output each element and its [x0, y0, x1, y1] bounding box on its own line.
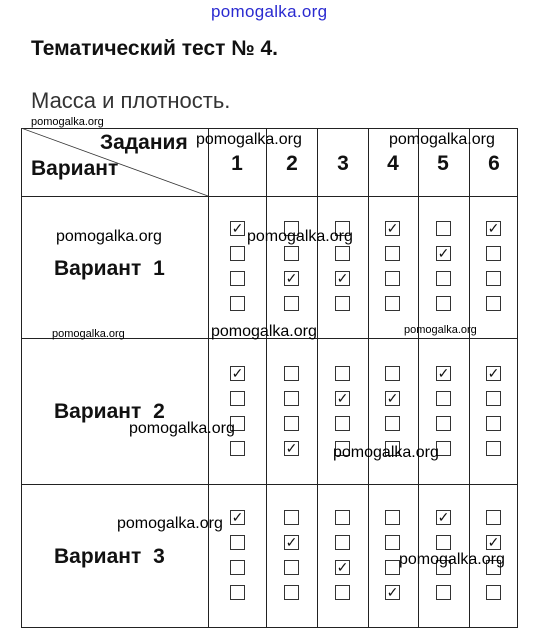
checkbox-empty[interactable]	[385, 271, 400, 286]
checkbox-checked[interactable]: ✓	[386, 390, 399, 406]
checkbox-empty[interactable]	[284, 296, 299, 311]
watermark: pomogalka.org	[56, 228, 162, 245]
checkbox-empty[interactable]	[486, 416, 501, 431]
checkbox-checked[interactable]: ✓	[487, 365, 500, 381]
checkbox-empty[interactable]	[230, 441, 245, 456]
variant-3-label: Вариант 3	[54, 545, 165, 568]
checkbox-empty[interactable]	[385, 560, 400, 575]
watermark: pomogalka.org	[211, 323, 317, 340]
checkbox-checked[interactable]: ✓	[487, 220, 500, 236]
checkbox-empty[interactable]	[436, 535, 451, 550]
checkbox-checked[interactable]: ✓	[487, 534, 500, 550]
checkbox-empty[interactable]	[230, 271, 245, 286]
checkbox-empty[interactable]	[335, 510, 350, 525]
checkbox-empty[interactable]	[230, 535, 245, 550]
checkbox-checked[interactable]: ✓	[285, 270, 298, 286]
checkbox-checked[interactable]: ✓	[336, 390, 349, 406]
column-header-1: 1	[231, 152, 243, 175]
checkbox-empty[interactable]	[436, 416, 451, 431]
watermark: pomogalka.org	[247, 228, 353, 245]
checkbox-empty[interactable]	[230, 391, 245, 406]
checkbox-empty[interactable]	[284, 366, 299, 381]
checkbox-empty[interactable]	[230, 560, 245, 575]
checkbox-empty[interactable]	[335, 535, 350, 550]
checkbox-empty[interactable]	[284, 416, 299, 431]
column-header-4: 4	[387, 152, 399, 175]
checkbox-empty[interactable]	[230, 296, 245, 311]
page-subtitle: Масса и плотность.	[31, 88, 231, 113]
column-header-2: 2	[286, 152, 298, 175]
checkbox-empty[interactable]	[335, 296, 350, 311]
checkbox-checked[interactable]: ✓	[437, 365, 450, 381]
checkbox-checked[interactable]: ✓	[437, 245, 450, 261]
checkbox-empty[interactable]	[486, 585, 501, 600]
header-tasks: Задания	[100, 131, 188, 154]
watermark: pomogalka.org	[333, 444, 439, 461]
checkbox-empty[interactable]	[385, 366, 400, 381]
checkbox-empty[interactable]	[284, 391, 299, 406]
checkbox-checked[interactable]: ✓	[231, 220, 244, 236]
checkbox-empty[interactable]	[486, 271, 501, 286]
checkbox-checked[interactable]: ✓	[336, 559, 349, 575]
checkbox-empty[interactable]	[335, 366, 350, 381]
checkbox-empty[interactable]	[230, 585, 245, 600]
checkbox-empty[interactable]	[385, 296, 400, 311]
checkbox-checked[interactable]: ✓	[336, 270, 349, 286]
checkbox-checked[interactable]: ✓	[437, 509, 450, 525]
watermark: pomogalka.org	[117, 515, 223, 532]
checkbox-empty[interactable]	[230, 246, 245, 261]
checkbox-empty[interactable]	[335, 246, 350, 261]
checkbox-empty[interactable]	[385, 416, 400, 431]
variant-2-label: Вариант 2	[54, 400, 165, 423]
watermark: pomogalka.org	[404, 324, 477, 336]
checkbox-checked[interactable]: ✓	[231, 509, 244, 525]
watermark: pomogalka.org	[399, 551, 505, 568]
watermark: pomogalka.org	[129, 420, 235, 437]
checkbox-empty[interactable]	[385, 535, 400, 550]
checkbox-empty[interactable]	[436, 296, 451, 311]
checkbox-checked[interactable]: ✓	[285, 440, 298, 456]
checkbox-empty[interactable]	[284, 560, 299, 575]
checkbox-empty[interactable]	[486, 246, 501, 261]
checkbox-checked[interactable]: ✓	[231, 365, 244, 381]
watermark: pomogalka.org	[389, 131, 495, 148]
checkbox-empty[interactable]	[486, 391, 501, 406]
checkbox-empty[interactable]	[436, 585, 451, 600]
checkbox-empty[interactable]	[436, 391, 451, 406]
checkbox-checked[interactable]: ✓	[285, 534, 298, 550]
checkbox-empty[interactable]	[284, 510, 299, 525]
checkbox-empty[interactable]	[486, 510, 501, 525]
checkbox-empty[interactable]	[486, 441, 501, 456]
checkbox-empty[interactable]	[335, 585, 350, 600]
checkbox-checked[interactable]: ✓	[386, 584, 399, 600]
checkbox-empty[interactable]	[486, 296, 501, 311]
checkbox-empty[interactable]	[436, 271, 451, 286]
column-header-3: 3	[337, 152, 349, 175]
page-title: Тематический тест № 4.	[31, 37, 278, 60]
checkbox-checked[interactable]: ✓	[386, 220, 399, 236]
column-header-5: 5	[437, 152, 449, 175]
checkbox-empty[interactable]	[385, 246, 400, 261]
site-url: pomogalka.org	[211, 2, 328, 21]
column-header-6: 6	[488, 152, 500, 175]
checkbox-empty[interactable]	[436, 221, 451, 236]
checkbox-empty[interactable]	[335, 416, 350, 431]
checkbox-empty[interactable]	[385, 510, 400, 525]
watermark: pomogalka.org	[52, 328, 125, 340]
variant-1-label: Вариант 1	[54, 257, 165, 280]
header-variant: Вариант	[31, 157, 119, 180]
watermark: pomogalka.org	[31, 116, 104, 128]
watermark: pomogalka.org	[196, 131, 302, 148]
checkbox-empty[interactable]	[284, 246, 299, 261]
checkbox-empty[interactable]	[284, 585, 299, 600]
